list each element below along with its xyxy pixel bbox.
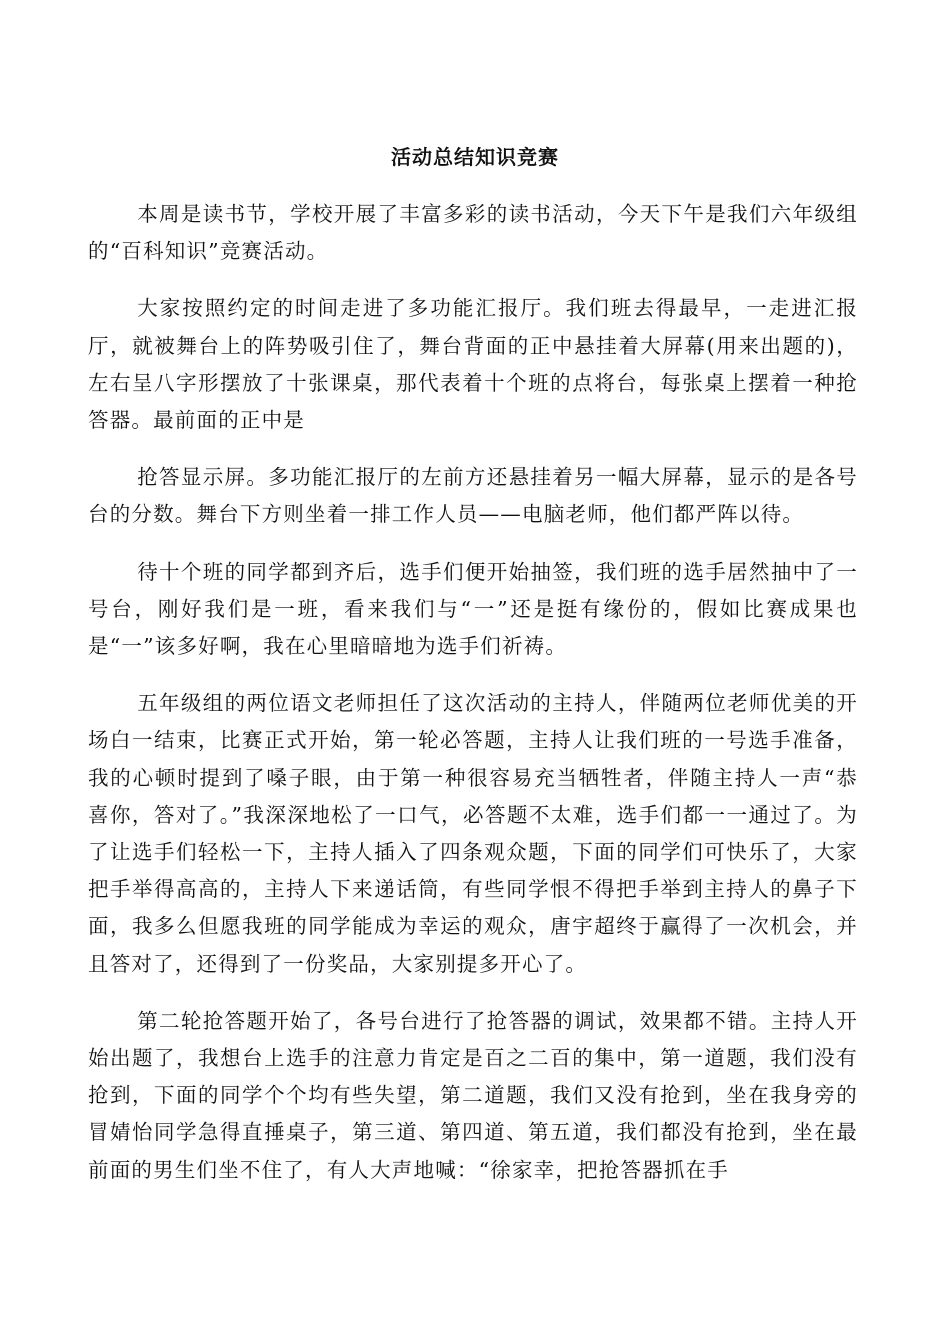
paragraph: 五年级组的两位语文老师担任了这次活动的主持人，伴随两位老师优美的开场白一结束，比赛正式开始，第一轮必答题，主持人让我们班的一号选手准备，我的心顿时提到了嗓子眼，由于第一种很容易充当牺牲者，伴随主持人一声“恭喜你，答对了。”我深深地松了一口气，必答题不太难，选手们都一一通过了。为了让选手们轻松一下，主持人插入了四条观众题，下面的同学们可快乐了，大家把手举得高高的，主持人下来递话筒，有些同学恨不得把手举到主持人的鼻子下面，我多么但愿我班的同学能成为幸运的观众，唐宇超终于赢得了一次机会，并且答对了，还得到了一份奖品，大家别提多开心了。 bbox=[88, 691, 858, 976]
paragraph: 本周是读书节，学校开展了丰富多彩的读书活动，今天下午是我们六年级组的“百科知识”竞赛活动。 bbox=[88, 202, 858, 264]
document-body bbox=[88, 196, 858, 1209]
paragraph: 第二轮抢答题开始了，各号台进行了抢答器的调试，效果都不错。主持人开始出题了，我想台上选手的注意力肯定是百之二百的集中，第一道题，我们没有抢到，下面的同学个个均有些失望，第二道题，我们又没有抢到，坐在我身旁的冒婧怡同学急得直捶桌子，第三道、第四道、第五道，我们都没有抢到，坐在最前面的男生们坐不住了，有人大声地喊：“徐家幸，把抢答器抓在手 bbox=[88, 1008, 858, 1182]
paragraph: 大家按照约定的时间走进了多功能汇报厅。我们班去得最早，一走进汇报厅，就被舞台上的阵势吸引住了，舞台背面的正中悬挂着大屏幕(用来出题的)，左右呈八字形摆放了十张课桌，那代表着十个班的点将台，每张桌上摆着一种抢答器。最前面的正中是 bbox=[88, 296, 858, 433]
paragraph: 抢答显示屏。多功能汇报厅的左前方还悬挂着另一幅大屏幕，显示的是各号台的分数。舞台下方则坐着一排工作人员——电脑老师，他们都严阵以待。 bbox=[88, 465, 858, 527]
paragraph: 待十个班的同学都到齐后，选手们便开始抽签，我们班的选手居然抽中了一号台，刚好我们是一班，看来我们与“一”还是挺有缘份的，假如比赛成果也是“一”该多好啊，我在心里暗暗地为选手们祈祷。 bbox=[88, 559, 858, 659]
document-title: 活动总结知识竞赛 bbox=[391, 145, 559, 169]
